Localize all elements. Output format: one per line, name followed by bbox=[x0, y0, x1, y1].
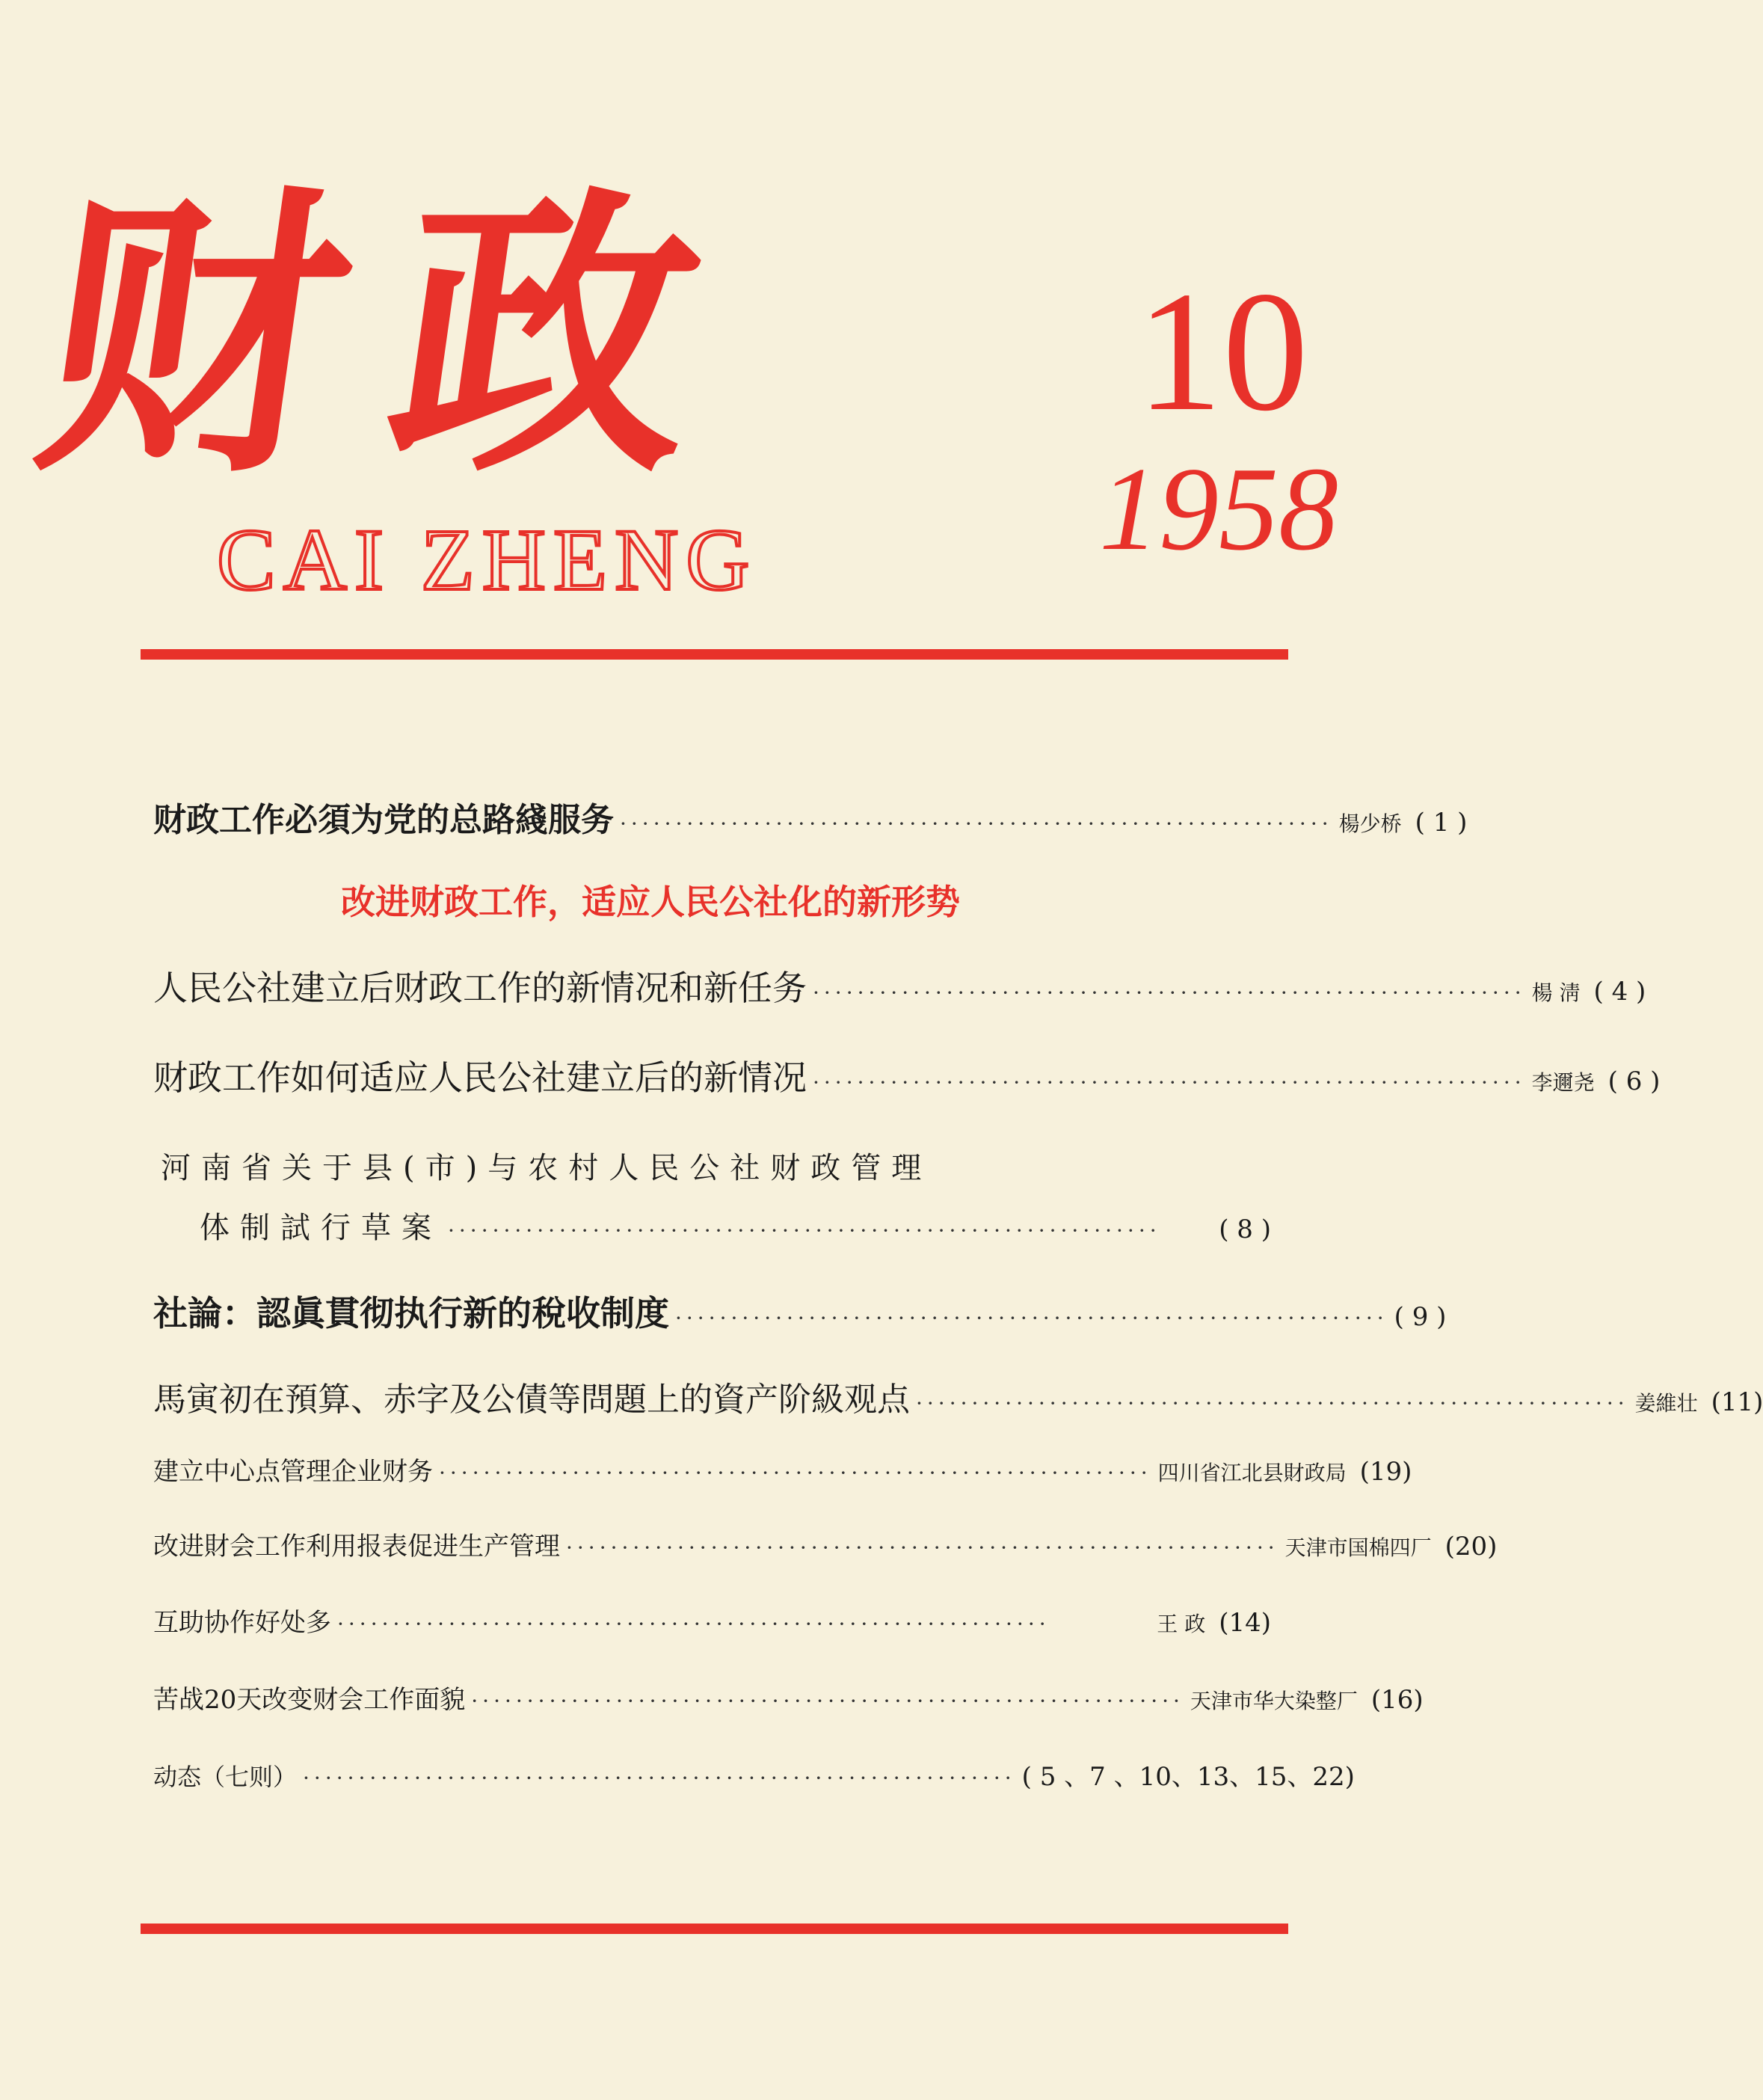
toc-entry[interactable] bbox=[153, 793, 1468, 841]
toc-entry-author: 李邇尧 bbox=[1531, 1070, 1595, 1095]
toc-entry-author: 楊 淸 bbox=[1531, 980, 1581, 1005]
toc-entry-author: 四川省江北县財政局 bbox=[1157, 1461, 1347, 1485]
issue-number: 10 bbox=[1136, 256, 1308, 446]
toc-entry-title: 财政工作必須为党的总路綫服务 bbox=[153, 801, 614, 839]
issue-year: 1958 bbox=[1099, 442, 1338, 575]
toc-entry[interactable] bbox=[153, 1051, 1661, 1100]
toc-entry-title-line1: 河南省关于县(市)与农村人民公社财政管理 bbox=[161, 1151, 932, 1185]
section-heading: 改进财政工作，适应人民公社化的新形势 bbox=[341, 882, 960, 922]
masthead-title: 财政 bbox=[19, 161, 773, 512]
toc-entry-author: 天津市国棉四厂 bbox=[1284, 1535, 1432, 1560]
leader-dots: ································································ bbox=[566, 1535, 1279, 1560]
toc-entry-page: ( 8 ) bbox=[1219, 1215, 1271, 1244]
toc-entry[interactable] bbox=[153, 1756, 1355, 1793]
leader-dots: ································································ bbox=[337, 1612, 1050, 1636]
toc-entry-title: 互助协作好处多 bbox=[153, 1608, 331, 1638]
toc-entry[interactable] bbox=[153, 1372, 1763, 1420]
toc-entry-title: 动态（七则） bbox=[153, 1763, 298, 1791]
toc-entry-page: ( 9 ) bbox=[1394, 1302, 1447, 1332]
toc-entry-title: 馬寅初在預算、赤字及公債等問題上的資产阶級观点 bbox=[153, 1381, 910, 1419]
toc-entry-page: ( 1 ) bbox=[1415, 808, 1468, 838]
top-divider bbox=[141, 649, 1288, 660]
leader-dots: ································································ bbox=[620, 811, 1333, 836]
toc-entry-author: 楊少桥 bbox=[1338, 811, 1402, 836]
leader-dots: ································································ bbox=[471, 1689, 1184, 1713]
toc-entry-title: 建立中心点管理企业财务 bbox=[153, 1457, 433, 1487]
toc-entry-title: 社論：認眞貫彻执行新的稅收制度 bbox=[153, 1293, 669, 1333]
toc-entry-page: (20) bbox=[1444, 1532, 1498, 1562]
toc-entry[interactable] bbox=[153, 1451, 1412, 1488]
toc-entry[interactable] bbox=[153, 1602, 1271, 1639]
toc-entry[interactable] bbox=[153, 1679, 1424, 1716]
leader-dots: ································································ bbox=[303, 1766, 1016, 1790]
toc-entry-page: (19) bbox=[1359, 1457, 1412, 1487]
toc-entry-page: (14) bbox=[1219, 1608, 1271, 1638]
toc-entry-page: (16) bbox=[1370, 1685, 1424, 1715]
toc-entry-line2 bbox=[200, 1204, 1271, 1247]
toc-entry-page: ( 4 ) bbox=[1593, 977, 1646, 1007]
toc-entry-page: (11) bbox=[1711, 1387, 1763, 1417]
toc-entry-author: 天津市华大染整厂 bbox=[1190, 1689, 1358, 1713]
toc-entry-page: ( 5 、7 、10、13、15、22) bbox=[1021, 1762, 1355, 1792]
toc-entry-title-line2: 体制試行草案 bbox=[200, 1211, 442, 1245]
bottom-divider bbox=[141, 1924, 1288, 1934]
toc-entry[interactable] bbox=[153, 1526, 1498, 1562]
toc-entry-author: 王 政 bbox=[1157, 1612, 1206, 1636]
toc-entry[interactable] bbox=[153, 961, 1646, 1010]
toc-entry-title: 改进財会工作利用报表促进生产管理 bbox=[153, 1532, 560, 1562]
leader-dots: ································································ bbox=[448, 1218, 1161, 1243]
masthead-pinyin: CAI ZHENG bbox=[217, 511, 757, 609]
leader-dots: ································································ bbox=[813, 980, 1526, 1005]
toc-entry-title: 人民公社建立后财政工作的新情况和新任务 bbox=[153, 968, 807, 1008]
leader-dots: ································································ bbox=[439, 1461, 1152, 1485]
leader-dots: ································································ bbox=[916, 1391, 1629, 1416]
toc-entry[interactable] bbox=[153, 1286, 1447, 1336]
toc-entry-author: 姜維壮 bbox=[1634, 1391, 1698, 1416]
leader-dots: ································································ bbox=[675, 1306, 1388, 1330]
leader-dots: ································································ bbox=[813, 1070, 1526, 1095]
toc-entry-title: 财政工作如何适应人民公社建立后的新情况 bbox=[153, 1057, 807, 1098]
toc-entry-page: ( 6 ) bbox=[1607, 1066, 1661, 1096]
toc-entry-title: 苦战20天改变财会工作面貌 bbox=[153, 1685, 466, 1715]
